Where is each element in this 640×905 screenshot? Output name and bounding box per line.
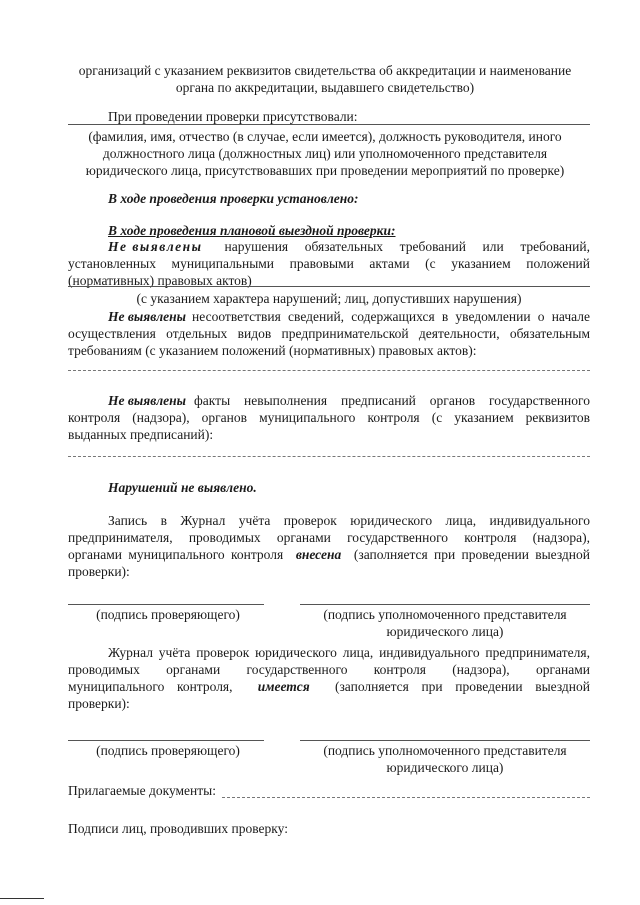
- paragraph-prescriptions: [68, 392, 590, 443]
- signature-line-representative-2: [300, 740, 590, 741]
- p3-line2: контроля (надзора), органов муниципального контроля (с указанием реквизитов: [68, 410, 590, 425]
- p2-line1: [68, 308, 590, 325]
- footnote-rule: [0, 898, 44, 899]
- signature-representative-2: [300, 742, 590, 776]
- attendees-hint-line3: юридического лица, присутствовавших при проведении мероприятий по проверке): [85, 163, 565, 178]
- journal-presence-line2: проводимых органами государственного контроля (надзора), органами: [68, 662, 590, 677]
- top-text: [60, 62, 590, 96]
- p3-line3: выданных предписаний):: [68, 427, 214, 442]
- p1-lead: Не выявлены: [108, 239, 203, 254]
- journal-presence-line3-post: (заполняется при проведении выездной: [334, 679, 590, 694]
- planned-heading: В ходе проведения плановой выездной проверки:: [108, 223, 396, 238]
- journal-entry-line3-post: (заполняется при проведении выездной: [353, 547, 591, 562]
- journal-presence: [68, 644, 590, 712]
- paragraph-notification: [68, 308, 590, 359]
- signature-line-representative-1: [300, 604, 590, 605]
- journal-entry-status: внесена: [295, 547, 342, 562]
- attendees-label: При проведении проверки присутствовали:: [108, 109, 358, 124]
- p1-line3: (нормативных) правовых актов): [68, 273, 252, 288]
- top-text-line2: органа по аккредитации, выдавшего свидетельство): [175, 80, 475, 95]
- p2-lead: Не выявлены: [108, 309, 187, 324]
- established-heading: В ходе проведения проверки установлено:: [108, 191, 359, 206]
- p1-line1: [68, 238, 590, 255]
- top-text-line1: организаций с указанием реквизитов свидетельства об аккредитации и наименование: [78, 63, 572, 78]
- journal-entry: [68, 512, 590, 580]
- p3-lead: Не выявлены: [108, 393, 187, 408]
- journal-presence-line4: проверки):: [68, 696, 130, 711]
- journal-entry-line1: Запись в Журнал учёта проверок юридического лица, индивидуального: [108, 513, 590, 528]
- p3-line1: [68, 392, 590, 409]
- p3-fill-line: [68, 456, 590, 457]
- attendees-hint: [60, 128, 590, 179]
- attendees-label-row: [108, 108, 588, 125]
- journal-presence-line3: [68, 678, 590, 695]
- no-violations: Нарушений не выявлено.: [108, 480, 257, 495]
- journal-presence-line3-pre: муниципального контроля,: [68, 679, 233, 694]
- attendees-hint-line1: (фамилия, имя, отчество (в случае, если имеется), должность руководителя, иного: [88, 129, 562, 144]
- signature-representative-2-line1: (подпись уполномоченного представителя: [323, 743, 567, 758]
- p2-fill-line: [68, 370, 590, 371]
- journal-entry-line2: предпринимателя, проводимых органами государственного контроля (надзора),: [68, 530, 590, 545]
- p1-line1-rest: нарушения обязательных требований или требований,: [224, 239, 590, 254]
- attendees-hint-line2: должностного лица (должностных лиц) или уполномоченного представителя: [102, 146, 548, 161]
- paragraph-violations: [68, 238, 590, 289]
- attendees-line: [68, 124, 590, 125]
- signature-inspector-1: (подпись проверяющего): [96, 607, 240, 622]
- p2-line1-rest: несоответствия сведений, содержащихся в уведомлении о начале: [192, 309, 590, 324]
- signature-representative-1-line1: (подпись уполномоченного представителя: [323, 607, 567, 622]
- signature-representative-1-line2: юридического лица): [386, 624, 504, 639]
- attachments-label: Прилагаемые документы:: [68, 783, 216, 798]
- signature-line-inspector-2: [68, 740, 264, 741]
- journal-presence-status: имеется: [257, 679, 310, 694]
- attachments-fill-line: [222, 797, 590, 798]
- signature-inspector-2: (подпись проверяющего): [96, 743, 240, 758]
- signature-line-inspector-1: [68, 604, 264, 605]
- p1-hint: (с указанием характера нарушений; лиц, допустивших нарушения): [136, 291, 522, 306]
- p2-line3: требованиям (с указанием положений (нормативных) правовых актов):: [68, 343, 477, 358]
- journal-entry-line3-pre: органами муниципального контроля: [68, 547, 284, 562]
- signature-representative-1: [300, 606, 590, 640]
- p2-line2: осуществления отдельных видов предпринимательской деятельности, обязательным: [68, 326, 590, 341]
- p1-fill-line: [68, 286, 590, 287]
- inspectors-signatures-label: Подписи лиц, проводивших проверку:: [68, 821, 288, 836]
- journal-entry-line3: [68, 546, 590, 563]
- p1-line2: установленных муниципальными правовыми актами (с указанием положений: [68, 256, 590, 271]
- journal-presence-line1: Журнал учёта проверок юридического лица, индивидуального предпринимателя,: [108, 645, 590, 660]
- journal-entry-line4: проверки):: [68, 564, 130, 579]
- p3-line1-rest: факты невыполнения предписаний органов государственного: [194, 393, 590, 408]
- signature-representative-2-line2: юридического лица): [386, 760, 504, 775]
